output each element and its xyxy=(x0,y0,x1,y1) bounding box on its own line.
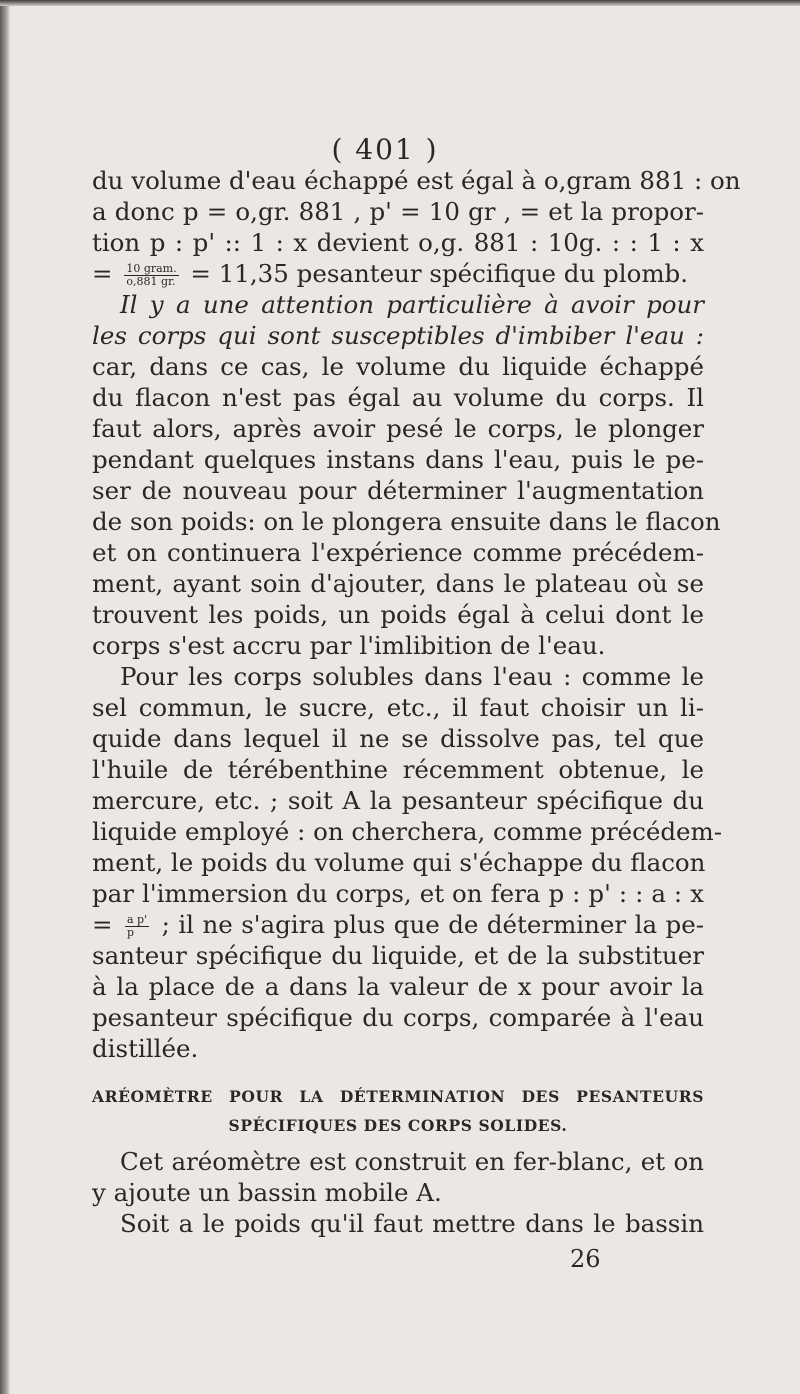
text-line: Cet aréomètre est construit en fer-blanc, et on xyxy=(120,1147,704,1176)
text-line: santeur spécifique du liquide, et de la substituer xyxy=(92,941,704,970)
text-line-italic: les corps qui sont susceptibles d'imbiber l'eau : xyxy=(92,321,704,350)
formula-suffix: ; il ne s'agira plus que de déterminer la pe- xyxy=(153,910,704,939)
text-line: à la place de a dans la valeur de x pour avoir la xyxy=(92,972,704,1001)
text-line: pesanteur spécifique du corps, comparée à l'eau xyxy=(92,1003,704,1032)
text-line: distillée. xyxy=(92,1034,199,1063)
text-line: l'huile de térébenthine récemment obtenue, le xyxy=(92,755,704,784)
text-line: y ajoute un bassin mobile A. xyxy=(92,1178,442,1207)
top-edge-shadow xyxy=(0,0,800,6)
text-line: quide dans lequel il ne se dissolve pas, tel que xyxy=(92,724,704,753)
section-text xyxy=(92,1146,704,1239)
page-number: ( 401 ) xyxy=(331,133,439,166)
fraction xyxy=(124,263,178,288)
text-line: a donc p = o,gr. 881 , p' = 10 gr , = et la propor- xyxy=(92,197,704,226)
fraction xyxy=(125,914,149,939)
text-line: liquide employé : on cherchera, comme précédem- xyxy=(92,817,723,846)
text-line: ment, ayant soin d'ajouter, dans le plateau où se xyxy=(92,569,704,598)
text-line: Soit a le poids qu'il faut mettre dans le bassin xyxy=(120,1209,704,1238)
fraction-numerator: a p' xyxy=(127,913,148,926)
signature-mark: 26 xyxy=(570,1245,601,1273)
binding-shadow xyxy=(0,0,10,1394)
text-line: du flacon n'est pas égal au volume du corps. Il xyxy=(92,383,704,412)
text-line: corps s'est accru par l'imlibition de l'eau. xyxy=(92,631,606,660)
formula-line xyxy=(92,258,704,289)
text-line: sel commun, le sucre, etc., il faut choisir un li- xyxy=(92,693,704,722)
section-heading xyxy=(92,1082,704,1140)
text-line-italic: Il y a une attention particulière à avoir pour xyxy=(120,290,704,319)
text-line: trouvent les poids, un poids égal à celui dont le xyxy=(92,600,704,629)
text-line: pendant quelques instans dans l'eau, puis le pe- xyxy=(92,445,704,474)
heading-line-1: ARÉOMÈTRE POUR LA DÉTERMINATION DES PESANTEURS xyxy=(92,1087,704,1106)
formula-line xyxy=(92,909,704,940)
text-line: de son poids: on le plongera ensuite dans le flacon xyxy=(92,507,721,536)
text-line: et on continuera l'expérience comme précédem- xyxy=(92,538,704,567)
main-text xyxy=(92,165,741,1064)
fraction-denominator: p xyxy=(127,926,135,939)
text-line: ser de nouveau pour déterminer l'augmentation xyxy=(92,476,704,505)
text-line: mercure, etc. ; soit A la pesanteur spécifique du xyxy=(92,786,704,815)
text-line: faut alors, après avoir pesé le corps, le plonger xyxy=(92,414,704,443)
formula-suffix: = 11,35 pesanteur spécifique du plomb. xyxy=(182,259,689,288)
text-line: car, dans ce cas, le volume du liquide échappé xyxy=(92,352,704,381)
text-line: tion p : p' :: 1 : x devient o,g. 881 : 10g. : : 1 : x xyxy=(92,228,704,257)
text-line: du volume d'eau échappé est égal à o,gram 881 : on xyxy=(92,166,741,195)
text-line: ment, le poids du volume qui s'échappe du flacon xyxy=(92,848,706,877)
text-line: par l'immersion du corps, et on fera p : p' : : a : x xyxy=(92,879,704,908)
formula-prefix: = xyxy=(92,259,121,288)
fraction-numerator: 10 gram. xyxy=(126,262,177,275)
text-line: Pour les corps solubles dans l'eau : comme le xyxy=(120,662,704,691)
formula-prefix: = xyxy=(92,910,121,939)
fraction-denominator: o,881 gr. xyxy=(126,275,176,288)
heading-line-2: SPÉCIFIQUES DES CORPS SOLIDES. xyxy=(228,1116,568,1135)
